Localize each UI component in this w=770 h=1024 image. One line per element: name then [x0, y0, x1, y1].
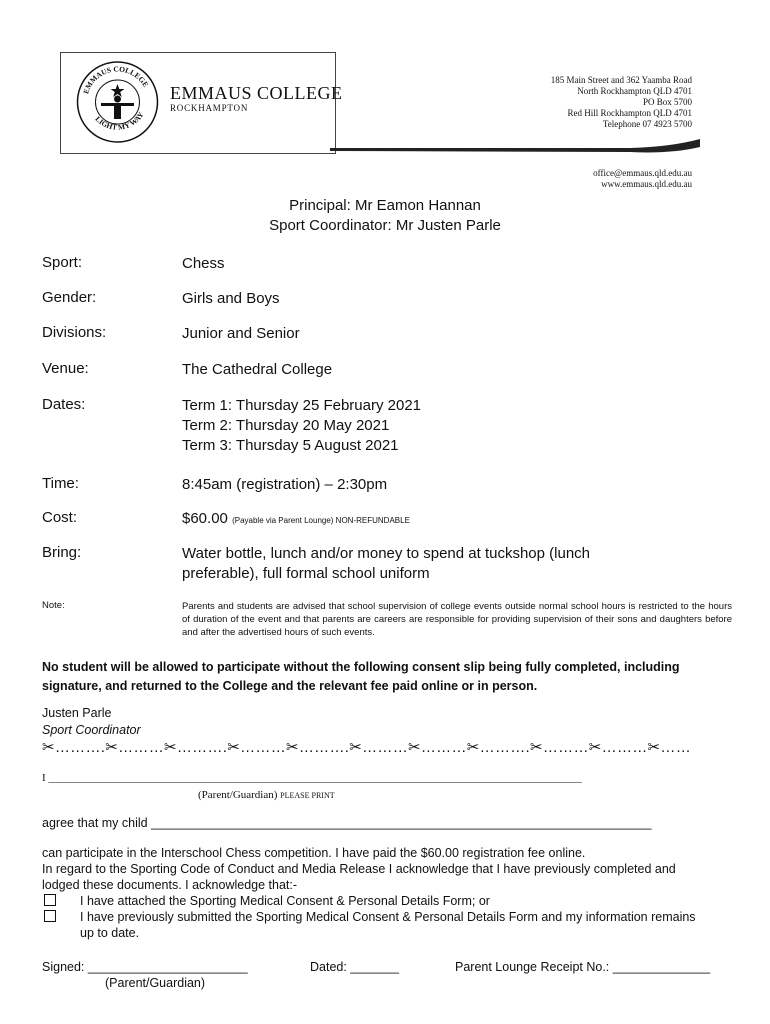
address-block	[551, 75, 692, 130]
cut-line: ✂……….✂………✂……….✂………✂……….✂………✂………✂……….✂………✂………✂……	[42, 739, 692, 756]
date-field[interactable]: Dated: _______	[310, 960, 399, 974]
contact-block	[593, 168, 692, 190]
header-swoosh-divider	[330, 134, 700, 164]
address-line: PO Box 5700	[642, 97, 692, 107]
parent-caption: (Parent/Guardian)	[198, 789, 278, 801]
venue-label: Venue:	[42, 360, 89, 377]
checkbox-label: I have attached the Sporting Medical Consent & Personal Details Form; or	[80, 894, 490, 908]
date-term-3: Term 3: Thursday 5 August 2021	[182, 437, 399, 454]
address-line: North Rockhampton QLD 4701	[577, 86, 692, 96]
coordinator-line: Sport Coordinator: Mr Justen Parle	[269, 217, 501, 234]
receipt-number-field[interactable]: Parent Lounge Receipt No.: ______________	[455, 960, 711, 974]
checkbox-previously-submitted[interactable]	[44, 910, 56, 922]
parent-name-field[interactable]: I _________________________________________________________________________________________________	[42, 772, 582, 784]
svg-text:LIGHT MY WAY: LIGHT MY WAY	[93, 110, 146, 132]
dates-list	[182, 396, 421, 456]
svg-text:EMMAUS COLLEGE: EMMAUS COLLEGE	[81, 64, 151, 96]
slip-line-1: can participate in the Interschool Chess competition. I have paid the $60.00 registration fee online.	[42, 846, 586, 860]
slip-line-3: lodged these documents. I acknowledge that:-	[42, 878, 298, 892]
gender-value: Girls and Boys	[182, 290, 280, 307]
note-text: Parents and students are advised that school supervision of college events outside normal school hours is restricted to the hours of duration of the event and that parents are careers are responsible for providing supervision of their sons and daughters before and after the advertised hours of such events.	[182, 601, 732, 638]
checkbox-row-2[interactable]	[44, 910, 696, 924]
cost-label: Cost:	[42, 509, 78, 526]
date-term-1: Term 1: Thursday 25 February 2021	[182, 397, 422, 414]
college-seal-logo	[75, 57, 160, 147]
address-line: Red Hill Rockhampton QLD 4701	[567, 108, 692, 118]
checkbox-label-cont: up to date.	[80, 926, 140, 940]
cost-amount: $60.00	[182, 510, 228, 527]
slip-line-2: In regard to the Sporting Code of Conduct and Media Release I acknowledge that I have previously completed and	[42, 862, 676, 876]
divisions-value: Junior and Senior	[182, 325, 300, 342]
website-text: www.emmaus.qld.edu.au	[601, 179, 692, 189]
bring-line-2: preferable), full formal school uniform	[182, 565, 430, 582]
cost-value	[182, 509, 410, 531]
note-label: Note:	[42, 600, 65, 611]
address-line: Telephone 07 4923 5700	[602, 119, 692, 129]
child-name-field[interactable]: agree that my child ________________________________________________________________________	[42, 816, 652, 830]
time-value: 8:45am (registration) – 2:30pm	[182, 476, 388, 493]
bring-label: Bring:	[42, 544, 82, 561]
address-line: 185 Main Street and 362 Yaamba Road	[550, 75, 692, 85]
checkbox-label: I have previously submitted the Sporting Medical Consent & Personal Details Form and my information remains	[80, 910, 696, 924]
sport-value: Chess	[182, 255, 225, 272]
sport-label: Sport:	[42, 254, 83, 271]
cost-note: (Payable via Parent Lounge) NON-REFUNDABLE	[232, 516, 410, 525]
signatory-name: Justen Parle	[42, 706, 112, 720]
email-text: office@emmaus.qld.edu.au	[593, 168, 692, 178]
bring-line-1: Water bottle, lunch and/or money to spend at tuckshop (lunch	[182, 545, 591, 562]
college-subtitle: ROCKHAMPTON	[170, 103, 249, 113]
divisions-label: Divisions:	[42, 324, 107, 341]
please-print-caption: PLEASE PRINT	[280, 791, 335, 800]
signature-field[interactable]: Signed: _______________________	[42, 960, 248, 974]
checkbox-attached-form[interactable]	[44, 894, 56, 906]
signed-caption: (Parent/Guardian)	[105, 976, 206, 990]
college-name: EMMAUS COLLEGE	[170, 83, 343, 103]
principal-line: Principal: Mr Eamon Hannan	[289, 197, 481, 214]
consent-warning: No student will be allowed to participate without the following consent slip being fully completed, including signature, and returned to the College and the relevant fee paid online or in person.	[42, 660, 680, 693]
signatory-title: Sport Coordinator	[42, 723, 141, 737]
time-label: Time:	[42, 475, 79, 492]
venue-value: The Cathedral College	[182, 361, 333, 378]
dates-label: Dates:	[42, 396, 86, 413]
checkbox-row-1[interactable]	[44, 894, 490, 908]
bring-value	[182, 544, 590, 584]
date-term-2: Term 2: Thursday 20 May 2021	[182, 417, 390, 434]
parent-print-caption	[198, 789, 335, 801]
gender-label: Gender:	[42, 289, 97, 306]
